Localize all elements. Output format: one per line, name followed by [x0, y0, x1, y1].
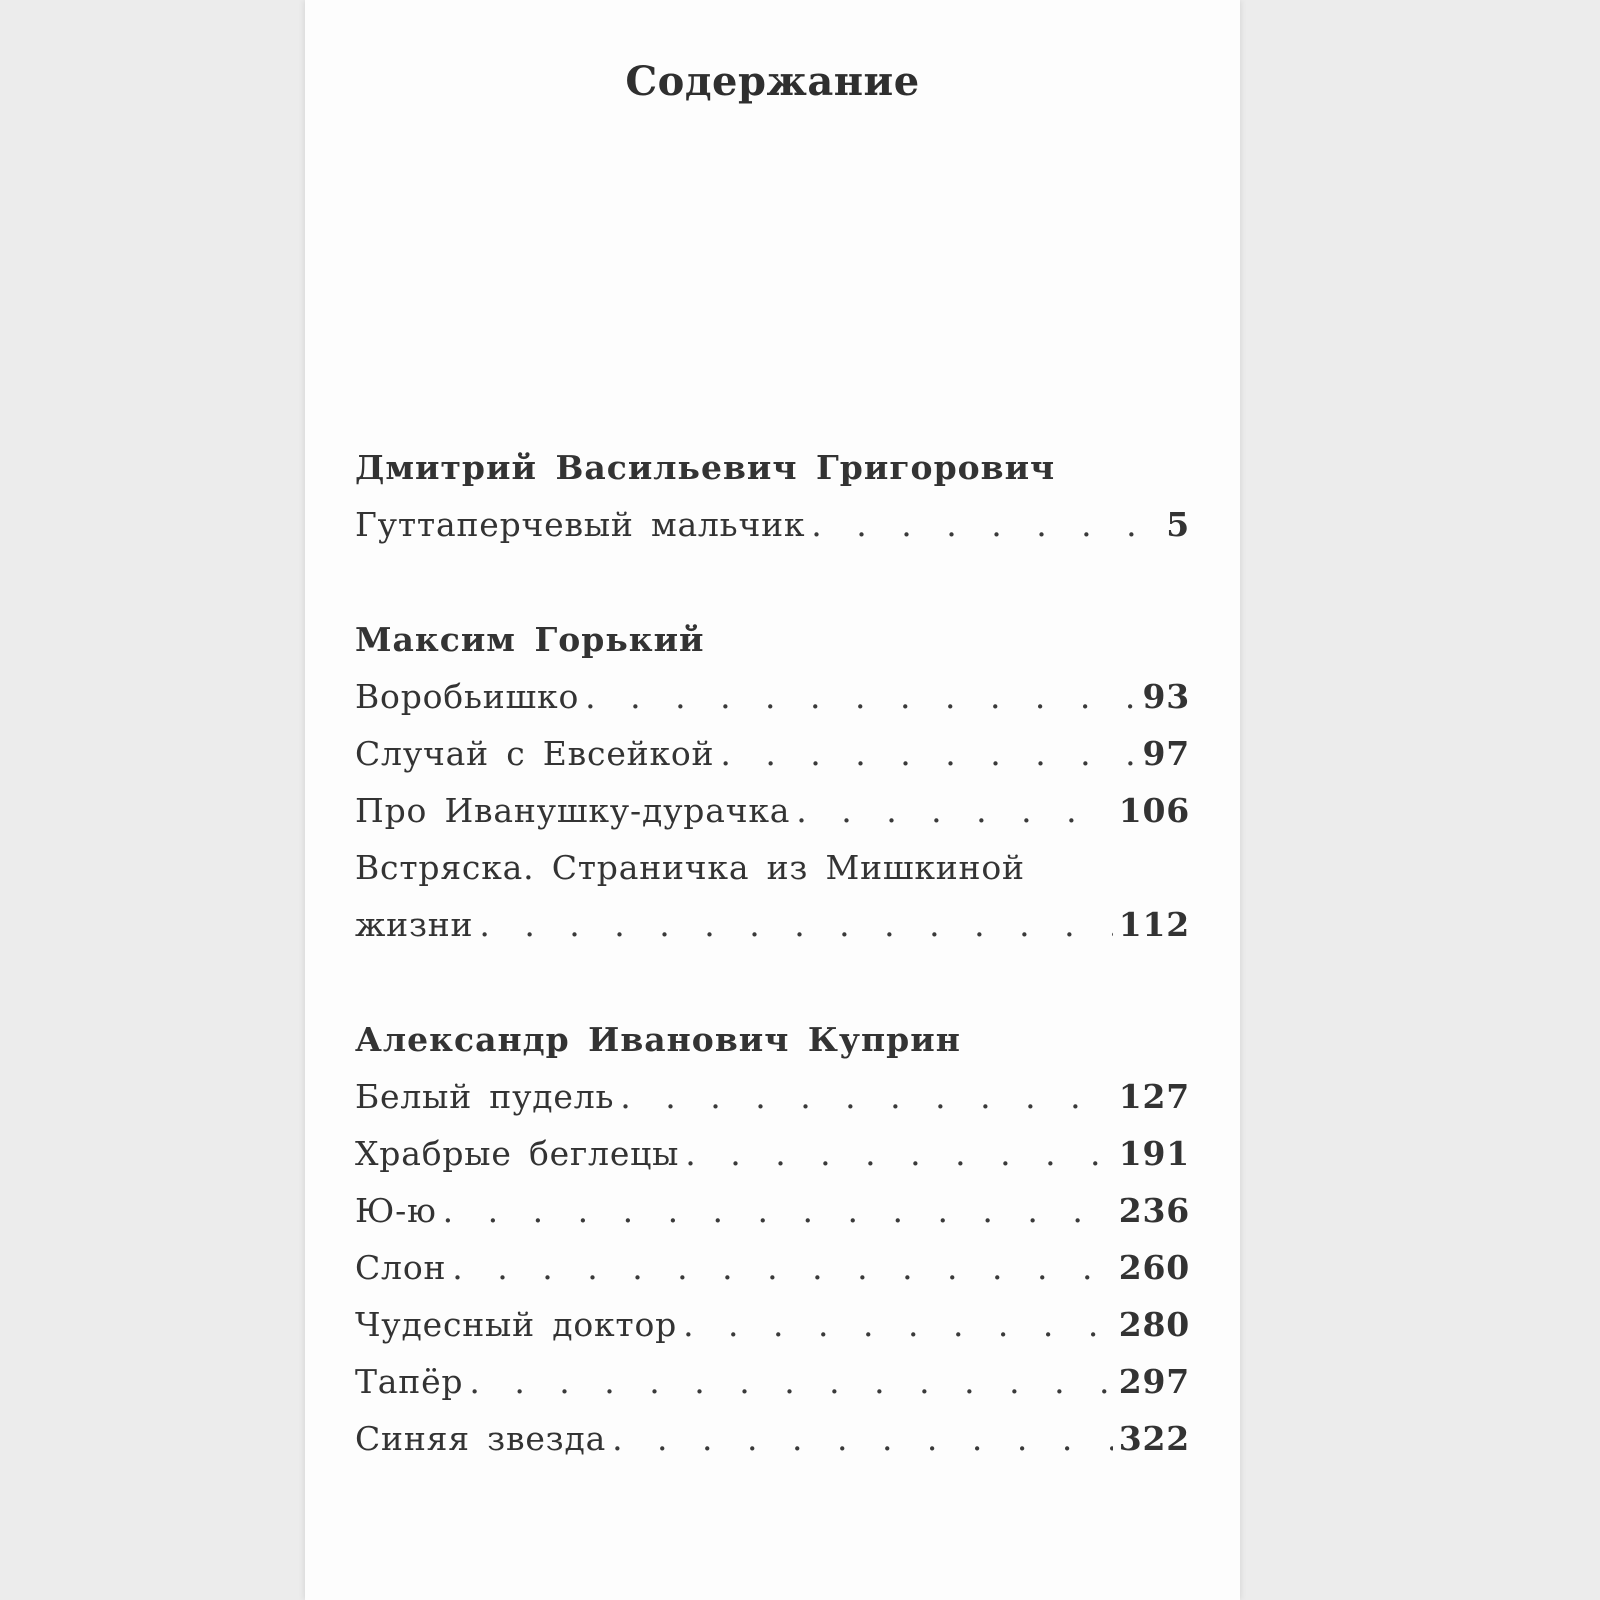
dot-leader	[620, 1077, 1112, 1116]
dot-leader	[796, 791, 1112, 830]
entry-title-line1: Встряска. Страничка из Мишкиной	[355, 848, 1025, 887]
entry-page-number: 5	[1166, 505, 1190, 544]
toc-entry	[355, 1191, 1190, 1230]
toc-entry	[355, 505, 1190, 544]
dot-leader	[443, 1191, 1113, 1230]
toc-entry	[355, 1248, 1190, 1287]
entry-title: Гуттаперчевый мальчик	[355, 505, 806, 544]
toc-entry	[355, 734, 1190, 773]
entry-page-number: 260	[1118, 1248, 1190, 1287]
dot-leader	[720, 734, 1136, 773]
author-grigorovich: Дмитрий Васильевич Григорович	[355, 448, 1056, 487]
dot-leader	[452, 1248, 1112, 1287]
entry-title: Ю-ю	[355, 1191, 437, 1230]
entry-page-number: 297	[1118, 1362, 1190, 1401]
entry-title: Тапёр	[355, 1362, 464, 1401]
page-title: Содержание	[625, 58, 920, 105]
dot-leader	[469, 1362, 1112, 1401]
entry-title: Случай с Евсейкой	[355, 734, 715, 773]
entry-page-number: 97	[1142, 734, 1190, 773]
dot-leader	[479, 905, 1112, 944]
entry-title: Храбрые беглецы	[355, 1134, 680, 1173]
toc-entry	[355, 791, 1190, 830]
author-gorky: Максим Горький	[355, 620, 705, 659]
entry-page-number: 112	[1118, 905, 1190, 944]
entry-page-number: 236	[1118, 1191, 1190, 1230]
entry-page-number: 106	[1118, 791, 1190, 830]
author-kuprin: Александр Иванович Куприн	[355, 1020, 961, 1059]
entry-title: Чудесный доктор	[355, 1305, 678, 1344]
dot-leader	[612, 1419, 1113, 1458]
toc-entry	[355, 1305, 1190, 1344]
entry-page-number: 322	[1118, 1419, 1190, 1458]
dot-leader	[683, 1305, 1113, 1344]
entry-page-number: 93	[1142, 677, 1190, 716]
entry-title: Белый пудель	[355, 1077, 615, 1116]
toc-entry	[355, 677, 1190, 716]
dot-leader	[585, 677, 1136, 716]
dot-leader	[811, 505, 1160, 544]
toc-entry	[355, 1077, 1190, 1116]
entry-title: Слон	[355, 1248, 447, 1287]
entry-title: Воробьишко	[355, 677, 580, 716]
toc-entry	[355, 1362, 1190, 1401]
entry-title: Про Иванушку-дурачка	[355, 791, 791, 830]
toc-entry	[355, 1134, 1190, 1173]
entry-page-number: 280	[1118, 1305, 1190, 1344]
toc-entry	[355, 1419, 1190, 1458]
dot-leader	[685, 1134, 1112, 1173]
entry-page-number: 191	[1118, 1134, 1190, 1173]
entry-title: жизни	[355, 905, 474, 944]
entry-page-number: 127	[1118, 1077, 1190, 1116]
toc-entry	[355, 905, 1190, 944]
entry-title: Синяя звезда	[355, 1419, 607, 1458]
